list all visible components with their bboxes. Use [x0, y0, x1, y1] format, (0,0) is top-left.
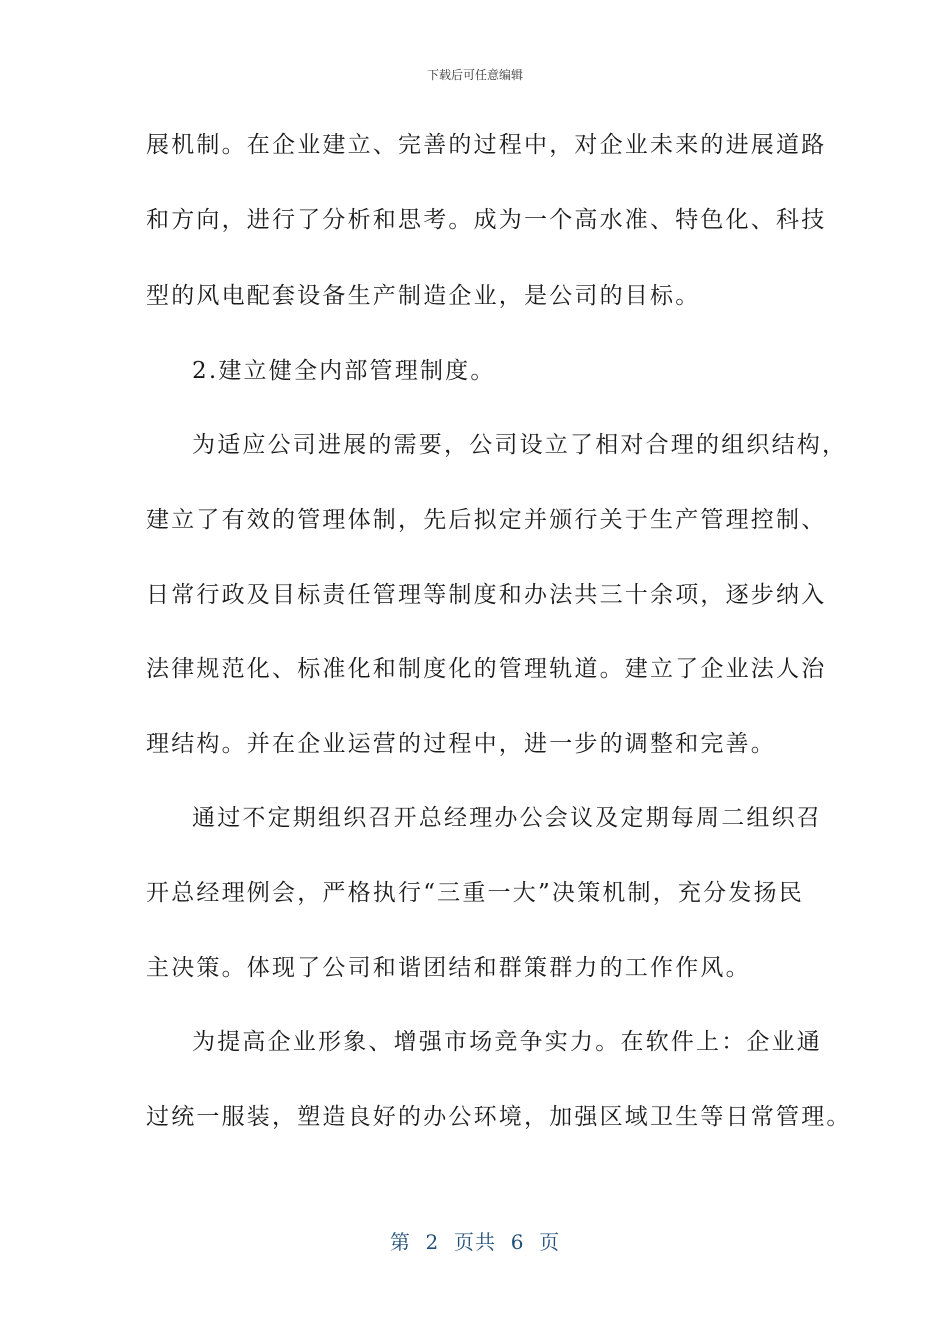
text-line: 为提高企业形象、增强市场竞争实力。在软件上：企业通	[192, 1029, 822, 1055]
text-line: 法律规范化、标准化和制度化的管理轨道。建立了企业法人治	[146, 656, 827, 682]
text-line: 主决策。体现了公司和谐团结和群策群力的工作作风。	[146, 955, 751, 981]
text-line: 通过不定期组织召开总经理办公会议及定期每周二组织召	[192, 805, 822, 831]
text-line: 型的风电配套设备生产制造企业，是公司的目标。	[146, 283, 701, 309]
text-line: 和方向，进行了分析和思考。成为一个高水准、特色化、科技	[146, 207, 827, 233]
text-line: 为适应公司进展的需要，公司设立了相对合理的组织结构，	[192, 432, 848, 458]
text-line: 建立了有效的管理体制，先后拟定并颁行关于生产管理控制、	[146, 507, 827, 533]
page-number: 第 2 页共 6 页	[389, 1230, 561, 1254]
text-line: 日常行政及目标责任管理等制度和办法共三十余项，逐步纳入	[146, 582, 827, 608]
text-line: 理结构。并在企业运营的过程中，进一步的调整和完善。	[146, 731, 776, 757]
section-heading: 2.建立健全内部管理制度。	[192, 358, 496, 384]
text-line: 过统一服装，塑造良好的办公环境，加强区域卫生等日常管理。	[146, 1104, 852, 1130]
text-line: 展机制。在企业建立、完善的过程中，对企业未来的进展道路	[146, 132, 827, 158]
page-header-note: 下载后可任意编辑	[426, 68, 523, 82]
text-line: 开总经理例会，严格执行“三重一大”决策机制，充分发扬民	[146, 880, 804, 906]
